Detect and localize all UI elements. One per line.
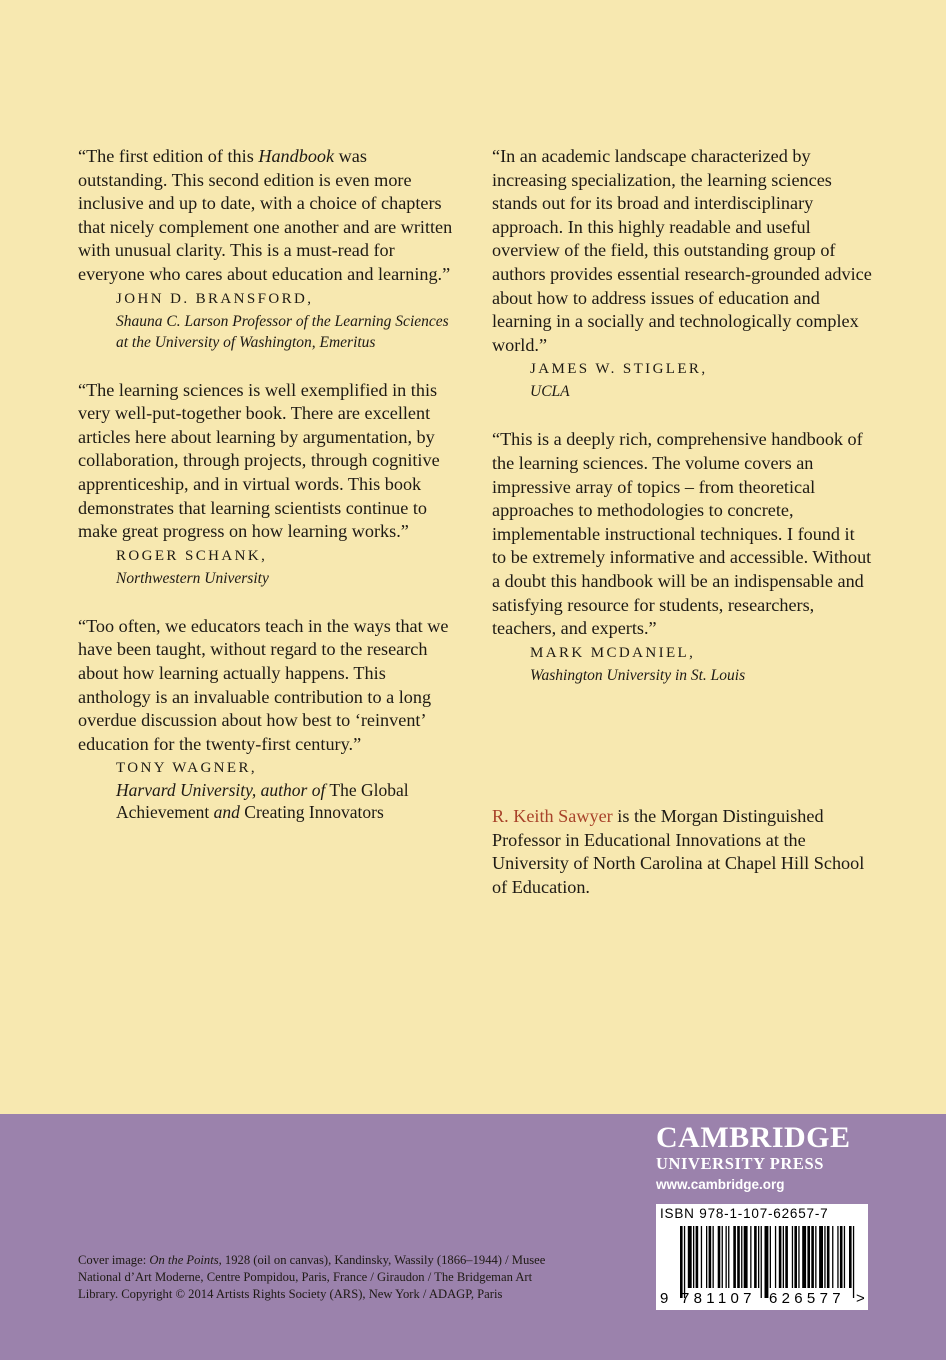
publisher-name: CAMBRIDGE: [656, 1121, 851, 1154]
barcode-bar: [744, 1226, 748, 1288]
barcode-bar: [819, 1226, 823, 1288]
barcode-digit-lead: 9: [660, 1290, 669, 1307]
barcode-bar: [680, 1226, 683, 1298]
isbn-label: ISBN 978-1-107-62657-7: [660, 1206, 829, 1221]
barcode-bar: [765, 1226, 769, 1298]
barcode-bar: [840, 1226, 843, 1288]
barcode-bar: [794, 1226, 797, 1288]
barcode-bar: [783, 1226, 784, 1288]
quote-author: JAMES W. STIGLER,: [530, 361, 708, 378]
barcode-bar: [761, 1226, 762, 1298]
barcode-bar: [827, 1226, 830, 1288]
left-column: [78, 145, 458, 823]
barcode-bar: [779, 1226, 782, 1288]
barcode-bar: [754, 1226, 757, 1288]
quote-author: MARK MCDANIEL,: [530, 644, 696, 661]
quote-text: “The learning sciences is well exemplified in this very well-put-together book. There are excellent articles here about learning by argumentation, by collaboration, through projects, through cognitive apprenticeship, and in virtual words. This book demonstrates that learning scientists continue to make great progress on how learning works.”: [78, 379, 440, 542]
barcode-digit-left: 781107: [681, 1290, 756, 1307]
barcode-bar: [706, 1226, 707, 1288]
isbn-barcode: [656, 1204, 868, 1310]
quote-affiliation: Harvard University, author of The Global: [116, 780, 409, 801]
barcode-bar: [722, 1226, 723, 1288]
barcode-bar: [792, 1226, 793, 1288]
quote-text: “The first edition of this Handbook was outstanding. This second edition is even more inclusive and up to date, with a choice of chapters that nicely complement one another and are written with unusual clarity. This is a must-read for everyone who cares about education and learning.”: [78, 146, 453, 284]
barcode-bar: [807, 1226, 810, 1288]
publisher-subname: UNIVERSITY PRESS: [656, 1154, 825, 1173]
barcode-bar: [770, 1226, 771, 1288]
barcode-bar: [775, 1226, 776, 1288]
barcode-digits: [656, 1290, 868, 1310]
quote-wagner: [78, 615, 458, 824]
author-name: R. Keith Sawyer: [492, 806, 613, 826]
barcode-bar: [844, 1226, 845, 1288]
quote-author: ROGER SCHANK,: [116, 547, 268, 564]
quote-text: “This is a deeply rich, comprehensive handbook of the learning sciences. The volume covers an impressive array of topics – from theoretical approaches to methodologies to concrete, implementable instructional techniques. I found it to be extremely informative and accessible. Without a doubt this handbook will be an indispensable and satisfying resource for students, researchers, teachers, and experts.”: [492, 429, 872, 639]
quote-author: JOHN D. BRANSFORD,: [116, 290, 314, 307]
barcode-bar: [701, 1226, 702, 1288]
barcode-bar: [713, 1226, 714, 1288]
barcode-bar: [696, 1226, 699, 1288]
barcode-bar: [853, 1226, 854, 1298]
barcode-bar: [811, 1226, 814, 1288]
barcode-bar: [733, 1226, 736, 1288]
barcode-bar: [824, 1226, 825, 1288]
barcode-bar: [718, 1226, 721, 1288]
barcode-bar: [849, 1226, 852, 1288]
right-column: [492, 145, 872, 686]
quote-schank: [78, 379, 458, 589]
quote-affiliation: UCLA: [530, 383, 570, 401]
quote-mcdaniel: [492, 428, 872, 685]
barcode-bar: [798, 1226, 799, 1288]
barcode-bar: [750, 1226, 751, 1288]
barcode-bar: [741, 1226, 742, 1288]
publisher-url: www.cambridge.org: [656, 1177, 785, 1192]
barcode-bar: [737, 1226, 740, 1288]
quote-text: “In an academic landscape characterized by increasing specialization, the learning sciences stands out for its broad and interdisciplinary approach. In this highly readable and useful overview of the field, this outstanding group of authors provides essential research-grounded advice about how to address issues of education and learning in a socially and technologically complex world.”: [492, 146, 872, 355]
barcode-digit-right: 626577: [769, 1290, 845, 1307]
quote-stigler: [492, 145, 872, 402]
quote-affiliation: at the University of Washington, Emeritus: [116, 333, 376, 351]
quote-bransford: [78, 145, 458, 353]
cover-credit: Cover image: On the Points, 1928 (oil on canvas), Kandinsky, Wassily (1866–1944) / Musee National d’Art Moderne, Centre Pompidou, Paris, France / Giraudon / The Bridgeman Art Library. Copyright © 2014 Artists Rights Society (ARS), New York / ADAGP, Paris: [78, 1253, 546, 1301]
publisher-logo: [656, 1122, 868, 1196]
barcode-bar: [832, 1226, 833, 1288]
quote-affiliation: Northwestern University: [116, 569, 269, 587]
quote-affiliation: Shauna C. Larson Professor of the Learning Sciences: [116, 312, 449, 330]
barcode-bar: [758, 1226, 759, 1288]
barcode-bar: [802, 1226, 806, 1288]
barcode-bar: [785, 1226, 788, 1288]
barcode-bar: [815, 1226, 816, 1288]
barcode-digit-end: >: [856, 1290, 865, 1307]
barcode-bar: [709, 1226, 712, 1288]
barcode-bar: [837, 1226, 838, 1288]
barcode-bar: [688, 1226, 692, 1288]
barcode-bar: [684, 1226, 685, 1298]
author-bio: R. Keith Sawyer is the Morgan Distinguished Professor in Educational Innovations at the University of North Carolina at Chapel Hill School of Education.: [492, 806, 865, 897]
quote-affiliation: Achievement and Creating Innovators: [116, 801, 384, 822]
barcode-bar: [726, 1226, 727, 1288]
barcode-bar: [728, 1226, 729, 1288]
barcode-bar: [693, 1226, 694, 1288]
quote-text: “Too often, we educators teach in the ways that we have been taught, without regard to the research about how learning actually happens. This anthology is an invaluable contribution to a long overdue discussion about how best to ‘reinvent’ education for the twenty-first century.”: [78, 615, 449, 754]
quote-author: TONY WAGNER,: [116, 760, 258, 777]
quote-affiliation: Washington University in St. Louis: [530, 666, 746, 684]
